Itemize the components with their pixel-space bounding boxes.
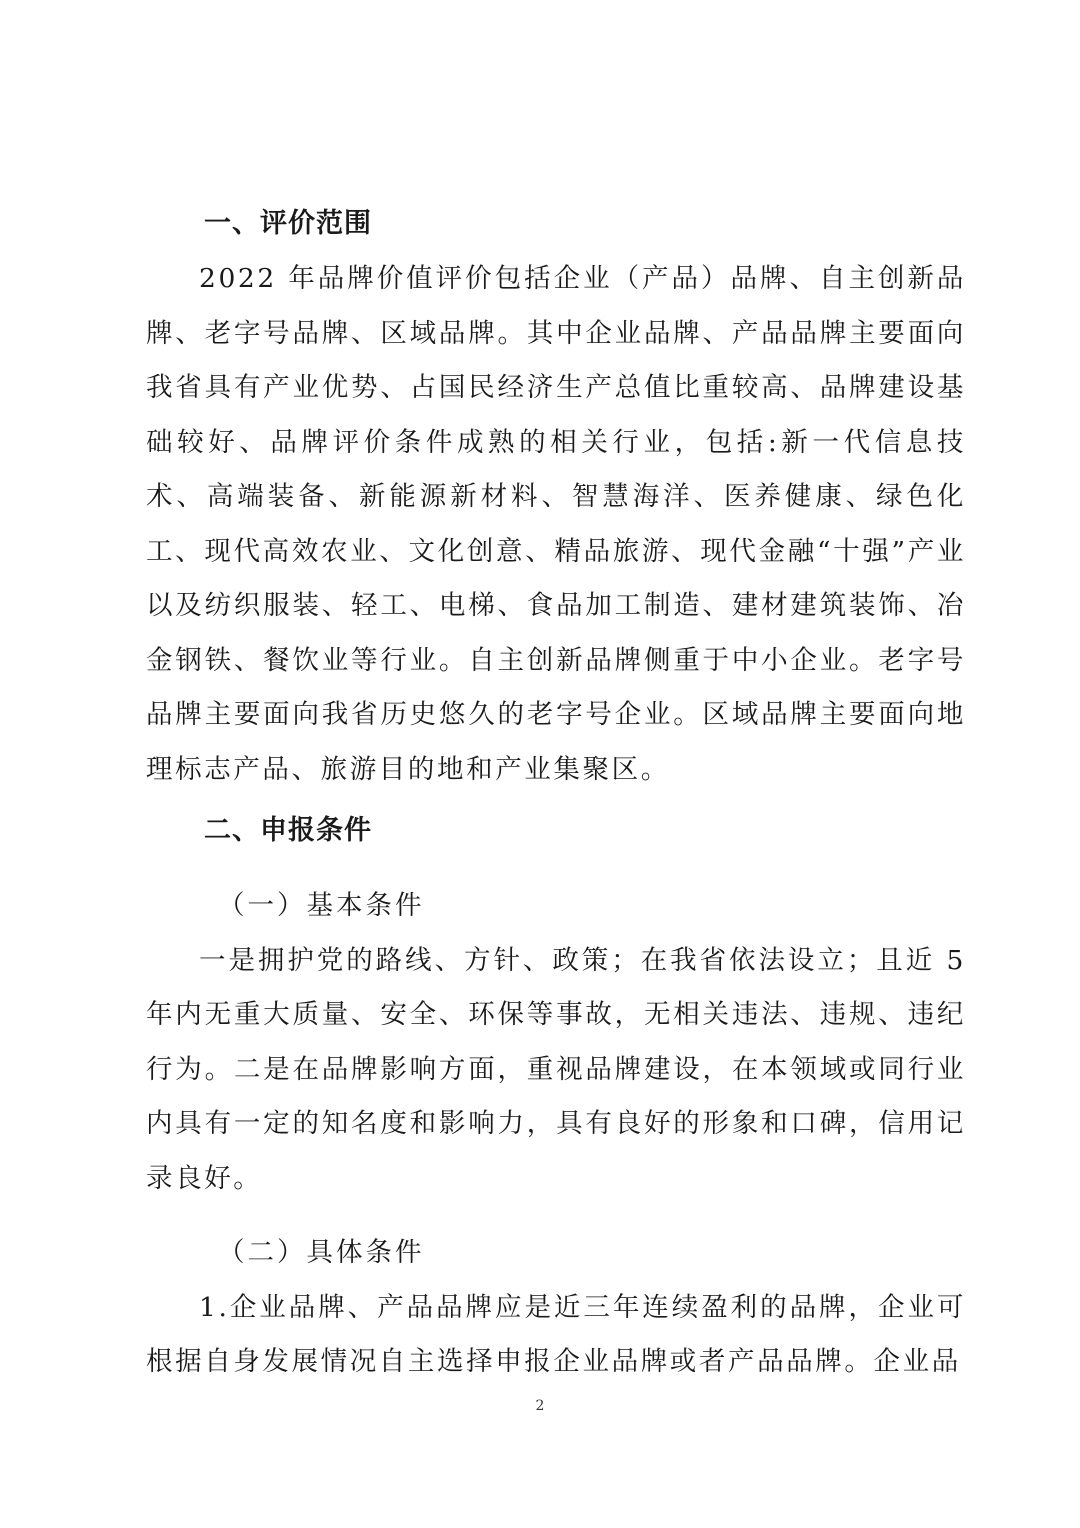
paragraph-specific-conditions: 1.企业品牌、产品品牌应是近三年连续盈利的品牌，企业可根据自身发展情况自主选择申报企业品牌或者产品品牌。企业品 (146, 1291, 966, 1377)
section-heading-evaluation-scope: 一、评价范围 (204, 208, 372, 239)
paragraph-evaluation-scope: 2022 年品牌价值评价包括企业（产品）品牌、自主创新品牌、老字号品牌、区域品牌。其中企业品牌、产品品牌主要面向我省具有产业优势、占国民经济生产总值比重较高、品牌建设基础较好、品牌评价条件成熟的相关行业，包括:新一代信息技术、高端装备、新能源新材料、智慧海洋、医养健康、绿色化工、现代高效农业、文化创意、精品旅游、现代金融“十强”产业以及纺织服装、轻工、电梯、食品加工制造、建材建筑装饰、冶金钢铁、餐饮业等行业。自主创新品牌侧重于中小企业。老字号品牌主要面向我省历史悠久的老字号企业。区域品牌主要面向地理标志产品、旅游目的地和产业集聚区。 (146, 263, 966, 785)
subheading-specific-conditions: （二）具体条件 (218, 1237, 425, 1268)
section-heading-application-conditions: 二、申报条件 (204, 815, 372, 846)
document-body (146, 196, 966, 1390)
paragraph-basic-conditions: 一是拥护党的路线、方针、政策；在我省依法设立；且近 5 年内无重大质量、安全、环保等事故，无相关违法、违规、违纪行为。二是在品牌影响方面，重视品牌建设，在本领域或同行业内具有一定的知名度和影响力，具有良好的形象和口碑，信用记录良好。 (146, 944, 966, 1194)
subheading-basic-conditions: （一）基本条件 (218, 890, 425, 921)
page-number: 2 (535, 1398, 545, 1414)
